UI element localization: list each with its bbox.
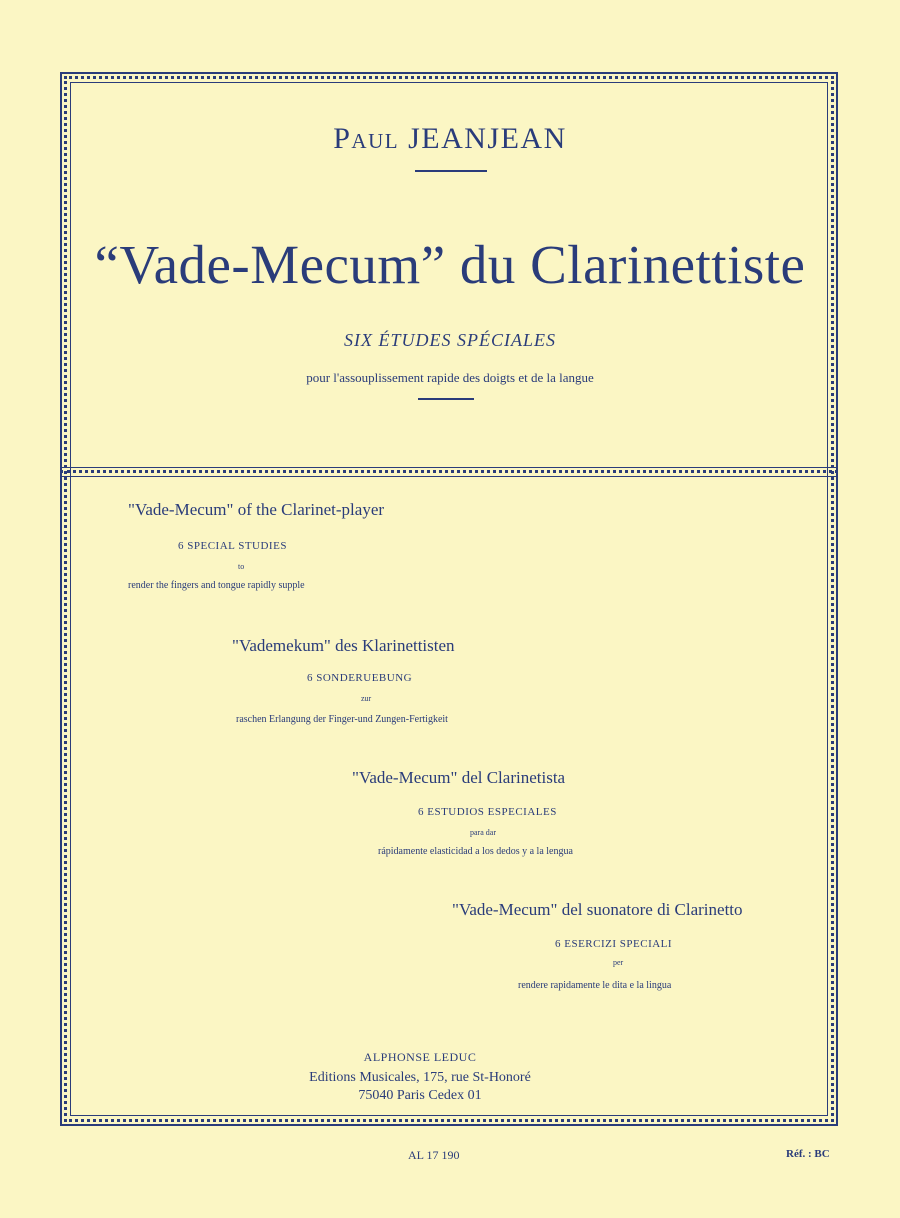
translation-sub-es: 6 ESTUDIOS ESPECIALES xyxy=(418,806,557,818)
translation-small-de: zur xyxy=(361,694,372,703)
main-title: “Vade-Mecum” du Clarinettiste xyxy=(94,234,806,295)
translation-small-it: per xyxy=(613,958,624,967)
translation-sub-en: 6 SPECIAL STUDIES xyxy=(178,540,287,552)
translation-title-it: "Vade-Mecum" del suonatore di Clarinetto xyxy=(452,900,743,919)
composer-rule xyxy=(415,170,487,172)
translation-title-en: "Vade-Mecum" of the Clarinet-player xyxy=(128,500,385,519)
publisher-address: Editions Musicales, 175, rue St-Honoré xyxy=(309,1070,531,1085)
translation-desc-it: rendere rapidamente le dita e la lingua xyxy=(518,980,672,991)
decorative-frame xyxy=(60,72,838,1126)
subtitle-description: pour l'assouplissement rapide des doigts et de la langue xyxy=(306,370,594,385)
translation-title-es: "Vade-Mecum" del Clarinetista xyxy=(352,768,566,787)
publisher-city: 75040 Paris Cedex 01 xyxy=(358,1088,482,1103)
translation-desc-es: rápidamente elasticidad a los dedos y a la lengua xyxy=(378,846,573,857)
translation-title-de: "Vademekum" des Klarinettisten xyxy=(232,636,455,655)
subtitle: SIX ÉTUDES SPÉCIALES xyxy=(344,330,556,350)
composer-name xyxy=(0,122,900,156)
subtitle-rule xyxy=(418,398,474,400)
frame-divider xyxy=(60,467,838,479)
translation-sub-it: 6 ESERCIZI SPECIALI xyxy=(555,938,673,950)
translation-desc-en: render the fingers and tongue rapidly supple xyxy=(128,580,305,591)
translation-small-es: para dar xyxy=(470,828,496,837)
composer-first-name: Paul xyxy=(333,122,400,155)
composer-last-name: JEANJEAN xyxy=(408,122,567,155)
reference-code: Réf. : BC xyxy=(786,1148,830,1160)
publisher-name: ALPHONSE LEDUC xyxy=(363,1050,477,1064)
translation-small-en: to xyxy=(238,562,245,571)
translation-sub-de: 6 SONDERUEBUNG xyxy=(307,672,413,684)
translation-desc-de: raschen Erlangung der Finger-und Zungen-Fertigkeit xyxy=(236,714,448,725)
catalog-number: AL 17 190 xyxy=(408,1148,460,1162)
